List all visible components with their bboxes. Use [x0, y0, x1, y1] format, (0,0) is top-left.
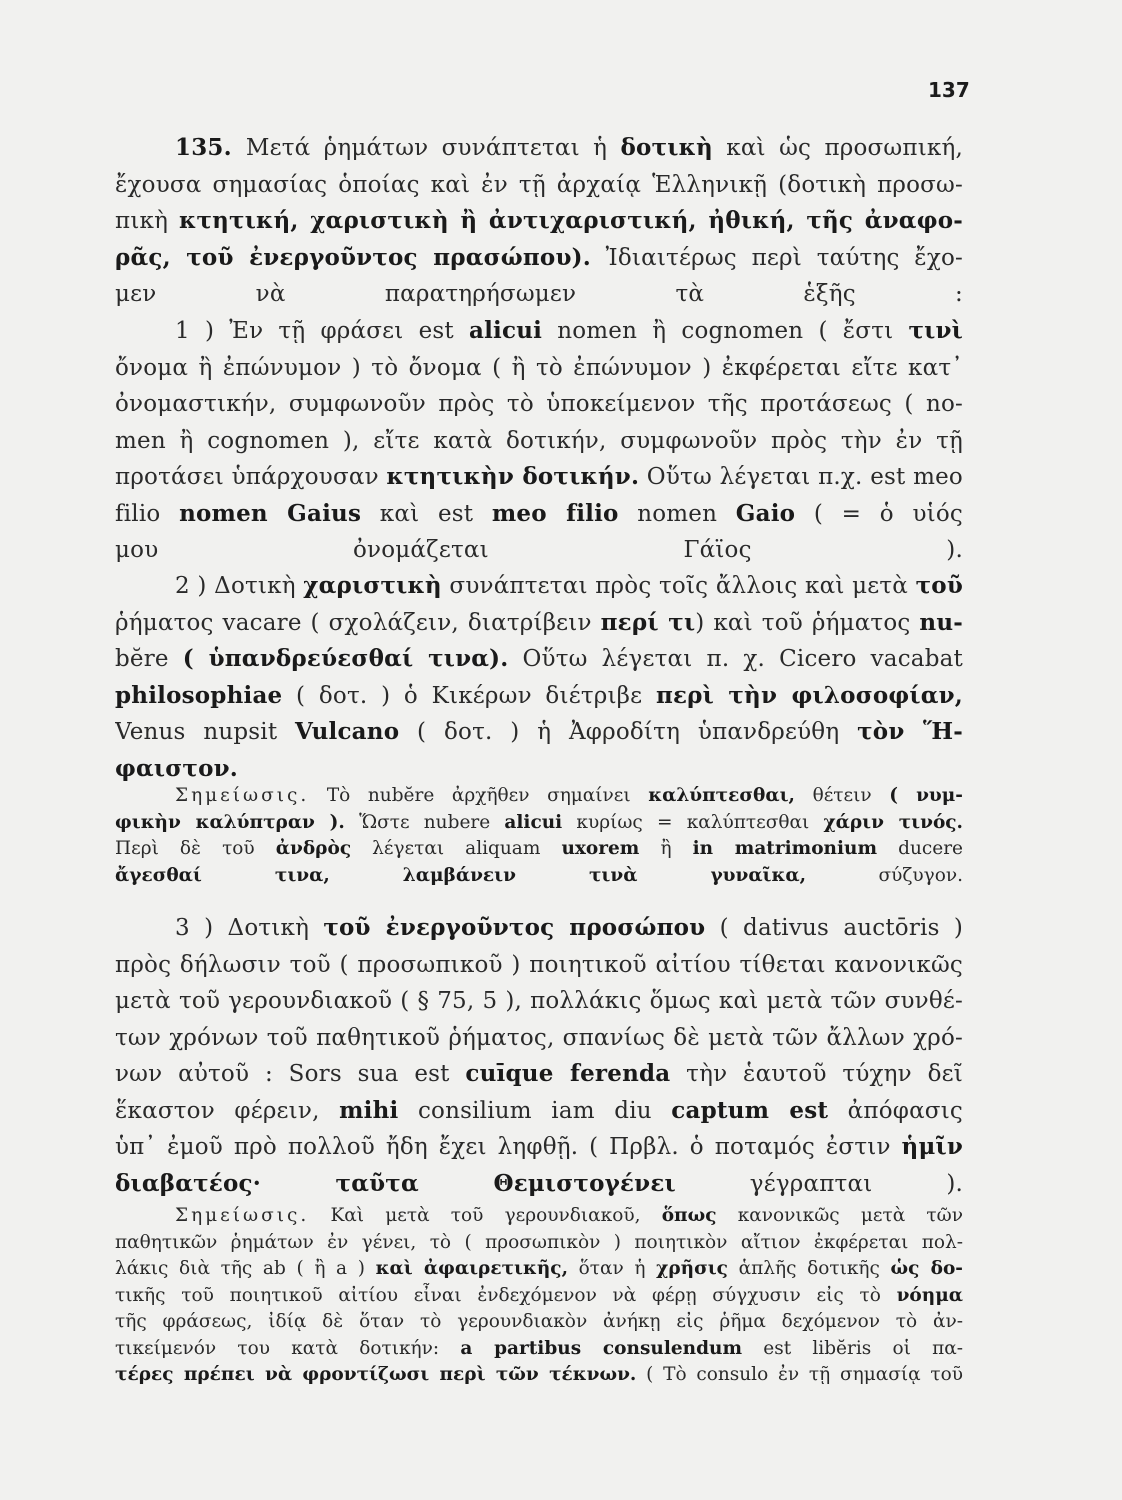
- bold-text-segment: καλύπτεσθαι,: [648, 785, 795, 806]
- paragraph-item-3: [115, 910, 963, 1202]
- text-line: [115, 863, 963, 890]
- text-segment: ( δοτ. ) ἡ Ἀφροδίτη ὑπανδρεύθη: [399, 719, 858, 745]
- text-segment: Οὕτω λέγεται π. χ. Cicero vacabat: [508, 646, 963, 672]
- bold-text-segment: τέρες πρέπει νὰ φροντίζωσι περὶ τῶν τέκνων.: [115, 1364, 637, 1385]
- text-segment: Καὶ μετὰ τοῦ γερουνδιακοῦ,: [309, 1205, 662, 1226]
- text-segment: ( δοτ. ) ὁ Κικέρων διέτριβε: [282, 682, 656, 709]
- text-segment: σύζυγον.: [806, 864, 963, 886]
- text-line: [115, 836, 963, 863]
- bold-text-segment: ὡς δο-: [890, 1258, 963, 1279]
- text-segment: μεν νὰ παρατηρήσωμεν τὰ ἑξῆς :: [115, 281, 963, 307]
- text-line: [115, 276, 963, 313]
- text-line: [115, 167, 963, 204]
- text-segment: nomen: [618, 500, 736, 527]
- text-line: [115, 350, 963, 387]
- text-segment: καὶ ὡς προσωπική,: [712, 135, 963, 161]
- text-segment: 1 ) Ἐν τῇ φράσει est: [175, 318, 470, 344]
- paragraph-135: [115, 130, 963, 313]
- text-segment: Περὶ δὲ τοῦ: [115, 838, 276, 859]
- bold-text-segment: uxorem: [561, 838, 640, 859]
- text-segment: τικείμενόν του κατὰ δοτικήν:: [115, 1337, 461, 1359]
- text-line: [115, 810, 963, 837]
- bold-text-segment: alicui: [504, 811, 563, 833]
- bold-text-segment: νόημα: [896, 1284, 963, 1306]
- text-line: [115, 1129, 963, 1166]
- paragraph-item-2: [115, 568, 963, 787]
- bold-text-segment: meo filio: [491, 499, 619, 527]
- text-segment: τὴν ἑαυτοῦ τύχην δεῖ: [670, 1061, 963, 1087]
- text-line: [115, 1056, 963, 1093]
- text-line: [115, 641, 963, 678]
- bold-text-segment: ἀνδρὸς: [275, 838, 352, 859]
- bold-text-segment: ἄγεσθαί τινα, λαμβάνειν τινὰ γυναῖκα,: [115, 864, 807, 886]
- text-segment: est libĕris οἱ πα-: [742, 1337, 963, 1359]
- page-number: 137: [928, 78, 970, 102]
- text-line: [115, 1362, 963, 1389]
- text-segment: nomen ἢ cognomen ( ἔστι: [542, 318, 909, 344]
- bold-text-segment: ὅπως: [661, 1205, 717, 1226]
- bold-text-segment: περὶ τὴν φιλοσοφίαν,: [655, 681, 963, 709]
- note-label: Σημείωσις.: [175, 1205, 310, 1226]
- text-line: [115, 678, 963, 715]
- text-segment: ἔχουσα σημασίας ὁποίας καὶ ἐν τῇ ἀρχαίᾳ Ἑλληνικῇ (δοτικὴ προσω-: [115, 171, 963, 198]
- note-2: [115, 1203, 963, 1389]
- text-line: [115, 751, 963, 788]
- text-segment: bĕre: [115, 646, 183, 672]
- text-segment: Ὥστε nubere: [344, 811, 505, 833]
- text-segment: ὑπ᾽ ἐμοῦ πρὸ πολλοῦ ἤδη ἔχει ληφθῇ. ( Πρβλ. ὁ ποταμός ἐστιν: [115, 1134, 902, 1160]
- bold-text-segment: nomen Gaius: [179, 499, 362, 527]
- bold-text-segment: Gaio: [735, 499, 796, 527]
- bold-text-segment: τὸν Ἥ-: [857, 718, 963, 745]
- text-segment: ἕκαστον φέρειν,: [115, 1097, 340, 1124]
- text-segment: ( dativus auctōris ): [705, 915, 963, 941]
- text-segment: τῆς φράσεως, ἰδίᾳ δὲ ὅταν τὸ γερουνδιακὸν ἀνήκῃ εἰς ῥῆμα δεχόμενον τὸ ἀν-: [115, 1311, 963, 1332]
- text-line: [115, 1093, 963, 1130]
- bold-text-segment: 135.: [175, 134, 246, 161]
- text-segment: ῥήματος vacare ( σχολάζειν, διατρίβειν: [115, 609, 601, 636]
- bold-text-segment: Vulcano: [295, 718, 400, 745]
- text-segment: ) καὶ τοῦ ῥήματος: [695, 609, 920, 636]
- text-segment: μου ὀνομάζεται Γάϊος ).: [115, 537, 963, 563]
- text-line: [115, 240, 963, 277]
- text-segment: ὀνομαστικήν, συμφωνοῦν πρὸς τὸ ὑποκείμενον τῆς προτάσεως ( no-: [115, 391, 963, 417]
- text-segment: ( Τὸ consulo ἐν τῇ σημασίᾳ τοῦ: [636, 1364, 963, 1385]
- text-segment: ἁπλῆς δοτικῆς: [727, 1258, 891, 1279]
- bold-text-segment: περί τι: [600, 608, 696, 636]
- text-segment: προτάσει ὑπάρχουσαν: [115, 464, 387, 490]
- text-line: [115, 203, 963, 240]
- bold-text-segment: ( νυμ-: [889, 785, 963, 806]
- text-line: [115, 783, 963, 810]
- text-segment: Μετά ῥημάτων συνάπτεται ἡ: [245, 135, 621, 161]
- text-segment: 2 ) Δοτικὴ: [175, 573, 304, 599]
- text-line: [115, 1309, 963, 1336]
- text-segment: κυρίως = καλύπτεσθαι: [562, 811, 824, 833]
- paragraph-item-1: [115, 313, 963, 569]
- bold-text-segment: ( ὑπανδρεύεσθαί τινα).: [182, 645, 509, 672]
- text-segment: ( = ὁ υἱός: [795, 500, 963, 527]
- text-line: [115, 983, 963, 1020]
- text-line: [115, 568, 963, 605]
- text-line: [115, 1230, 963, 1257]
- bold-text-segment: philosophiae: [115, 681, 283, 709]
- text-segment: γέγραπται ).: [675, 1170, 963, 1197]
- bold-text-segment: τινὶ: [908, 317, 963, 344]
- text-line: [115, 1256, 963, 1283]
- bold-text-segment: in matrimonium: [692, 838, 878, 859]
- text-line: [115, 1166, 963, 1203]
- bold-text-segment: τοῦ ἐνεργοῦντος προσώπου: [323, 914, 706, 941]
- bold-text-segment: nu-: [919, 608, 963, 636]
- text-line: [115, 910, 963, 947]
- text-segment: ὅταν ἡ: [568, 1258, 657, 1279]
- bold-text-segment: mihi: [339, 1096, 399, 1124]
- bold-text-segment: καὶ ἀφαιρετικῆς,: [375, 1258, 569, 1279]
- text-segment: των χρόνων τοῦ παθητικοῦ ῥήματος, σπανίως δὲ μετὰ τῶν ἄλλων χρό-: [115, 1024, 963, 1051]
- bold-text-segment: cuīque ferenda: [465, 1060, 671, 1087]
- text-line: [115, 714, 963, 751]
- text-segment: θέτειν: [795, 785, 890, 806]
- text-segment: ἀπόφασις: [828, 1097, 963, 1124]
- text-line: [115, 386, 963, 423]
- text-line: [115, 1336, 963, 1363]
- text-segment: νων αὐτοῦ : Sors sua est: [115, 1061, 466, 1087]
- text-line: [115, 1203, 963, 1230]
- text-line: [115, 1020, 963, 1057]
- text-segment: καὶ est: [361, 500, 492, 527]
- text-segment: Οὕτω λέγεται π.χ. est meo: [639, 464, 963, 490]
- text-line: [115, 947, 963, 984]
- text-segment: consilium iam diu: [398, 1097, 672, 1124]
- text-segment: παθητικῶν ῥημάτων ἐν γένει, τὸ ( προσωπικὸν ) ποιητικὸν αἴτιον ἐκφέρεται πολ-: [115, 1231, 963, 1253]
- text-line: [115, 313, 963, 350]
- bold-text-segment: χρῆσις: [656, 1258, 728, 1279]
- text-line: [115, 423, 963, 460]
- text-segment: Τὸ nubĕre ἀρχῆθεν σημαίνει: [309, 785, 649, 806]
- bold-text-segment: alicui: [469, 317, 543, 344]
- text-line: [115, 532, 963, 569]
- text-line: [115, 1283, 963, 1310]
- text-line: [115, 130, 963, 167]
- bold-text-segment: a partibus consulendum: [460, 1337, 743, 1359]
- text-segment: filio: [115, 500, 180, 527]
- text-segment: συνάπτεται πρὸς τοῖς ἄλλοις καὶ μετὰ: [441, 573, 916, 599]
- text-segment: Venus nupsit: [115, 719, 296, 745]
- text-line: [115, 605, 963, 642]
- bold-text-segment: ρᾶς, τοῦ ἐνεργοῦντος πρασώπου).: [115, 243, 591, 271]
- bold-text-segment: χαριστικὴ: [303, 572, 442, 599]
- text-segment: μετὰ τοῦ γερουνδιακοῦ ( § 75, 5 ), πολλάκις ὅμως καὶ μετὰ τῶν συνθέ-: [115, 988, 963, 1014]
- text-segment: Ἰδιαιτέρως περὶ ταύτης ἔχο-: [590, 244, 963, 271]
- text-segment: 3 ) Δοτικὴ: [175, 915, 324, 941]
- text-line: [115, 496, 963, 533]
- bold-text-segment: φικὴν καλύπτραν ).: [115, 811, 345, 833]
- text-segment: πρὸς δήλωσιν τοῦ ( προσωπικοῦ ) ποιητικοῦ αἰτίου τίθεται κανονικῶς: [115, 951, 963, 978]
- bold-text-segment: ἡμῖν: [901, 1133, 963, 1160]
- note-label: Σημείωσις.: [175, 785, 310, 806]
- text-segment: κανονικῶς μετὰ τῶν: [716, 1205, 963, 1226]
- text-segment: λάκις διὰ τῆς ab ( ἢ a ): [115, 1258, 376, 1279]
- text-line: [115, 459, 963, 496]
- bold-text-segment: χάριν τινός.: [823, 811, 963, 833]
- text-segment: ducere: [877, 838, 963, 859]
- note-1: [115, 783, 963, 889]
- bold-text-segment: φαιστον.: [115, 754, 238, 782]
- text-segment: πικὴ: [115, 208, 179, 234]
- text-segment: ἢ: [639, 838, 693, 859]
- bold-text-segment: δοτικὴ: [620, 134, 713, 161]
- bold-text-segment: τοῦ: [915, 572, 963, 599]
- text-segment: τικῆς τοῦ ποιητικοῦ αἰτίου εἶναι ἐνδεχόμενον νὰ φέρῃ σύγχυσιν εἰς τὸ: [115, 1284, 897, 1306]
- text-segment: men ἢ cognomen ), εἴτε κατὰ δοτικήν, συμφωνοῦν πρὸς τὴν ἐν τῇ: [115, 427, 963, 454]
- bold-text-segment: κτητική, χαριστικὴ ἢ ἀντιχαριστική, ἠθική, τῆς ἀναφο-: [179, 207, 963, 234]
- text-segment: ὄνομα ἢ ἐπώνυμον ) τὸ ὄνομα ( ἢ τὸ ἐπώνυμον ) ἐκφέρεται εἴτε κατ᾽: [115, 354, 963, 381]
- bold-text-segment: κτητικὴν δοτικήν.: [386, 463, 640, 490]
- bold-text-segment: διαβατέος· ταῦτα Θεμιστογένει: [115, 1169, 676, 1197]
- text-segment: λέγεται aliquam: [351, 838, 562, 859]
- bold-text-segment: captum est: [671, 1096, 829, 1124]
